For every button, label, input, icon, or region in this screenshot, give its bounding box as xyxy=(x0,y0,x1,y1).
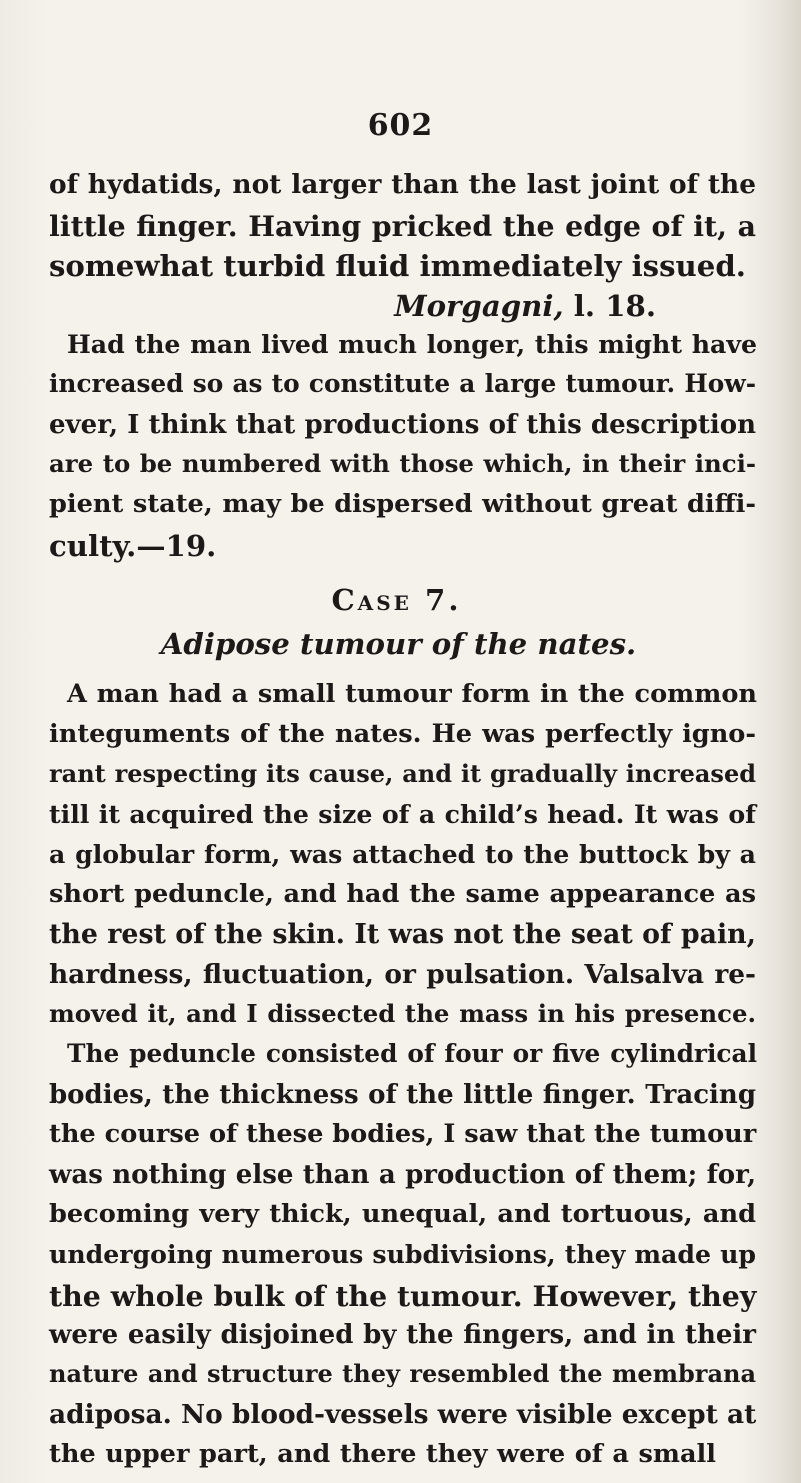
text-line: was nothing else than a production of them; for, xyxy=(49,1160,756,1190)
text-line: the rest of the skin. It was not the seat of pain, xyxy=(49,919,756,950)
citation xyxy=(0,289,656,323)
citation-author: Morgagni, xyxy=(394,289,564,323)
text-line: rant respecting its cause, and it gradually increased xyxy=(49,759,756,788)
text-line: hardness, fluctuation, or pulsation. Valsalva re- xyxy=(49,959,756,990)
text-line: a globular form, was attached to the buttock by a xyxy=(49,839,756,869)
page-number: 602 xyxy=(367,108,434,143)
text-line: pient state, may be dispersed without great diffi- xyxy=(49,489,756,519)
text-line: of hydatids, not larger than the last joint of the xyxy=(49,169,756,200)
text-line: the upper part, and there they were of a small xyxy=(49,1439,716,1469)
text-line: adiposa. No blood-vessels were visible except at xyxy=(49,1399,757,1430)
text-line: Had the man lived much longer, this might have xyxy=(67,329,757,359)
text-line: the course of these bodies, I saw that the tumour xyxy=(49,1119,757,1149)
text-line: culty.—19. xyxy=(49,529,217,563)
text-line: little finger. Having pricked the edge of it, a xyxy=(49,209,756,243)
case-title-part: Adipose tumour xyxy=(160,627,422,661)
case-heading: Case 7. xyxy=(331,583,462,617)
text-line: the whole bulk of the tumour. However, they xyxy=(49,1279,757,1313)
text-line: becoming very thick, unequal, and tortuous, and xyxy=(49,1199,756,1229)
text-line: bodies, the thickness of the little finger. Tracing xyxy=(49,1080,756,1110)
text-line: moved it, and I dissected the mass in his presence. xyxy=(49,999,756,1028)
text-line: ever, I think that productions of this description xyxy=(49,410,756,440)
text-line: A man had a small tumour form in the common xyxy=(67,679,757,709)
text-line: increased so as to constitute a large tumour. How- xyxy=(49,369,756,398)
text-line: nature and structure they resembled the membrana xyxy=(49,1359,756,1388)
citation-ref: l. 18. xyxy=(563,289,656,323)
text-line: undergoing numerous subdivisions, they made up xyxy=(49,1239,756,1269)
text-line: were easily disjoined by the fingers, and in their xyxy=(49,1320,756,1350)
case-title xyxy=(0,627,799,661)
text-line: till it acquired the size of a child’s head. It was of xyxy=(49,799,756,829)
text-line: somewhat turbid fluid immediately issued. xyxy=(49,249,746,283)
case-title-part: of xyxy=(421,627,474,661)
text-line: The peduncle consisted of four or five cylindrical xyxy=(67,1039,757,1068)
text-line: short peduncle, and had the same appearance as xyxy=(49,879,756,909)
text-line: are to be numbered with those which, in their inci- xyxy=(49,449,756,478)
case-title-part: the nates. xyxy=(473,627,637,661)
text-line: integuments of the nates. He was perfectly igno- xyxy=(49,719,756,749)
